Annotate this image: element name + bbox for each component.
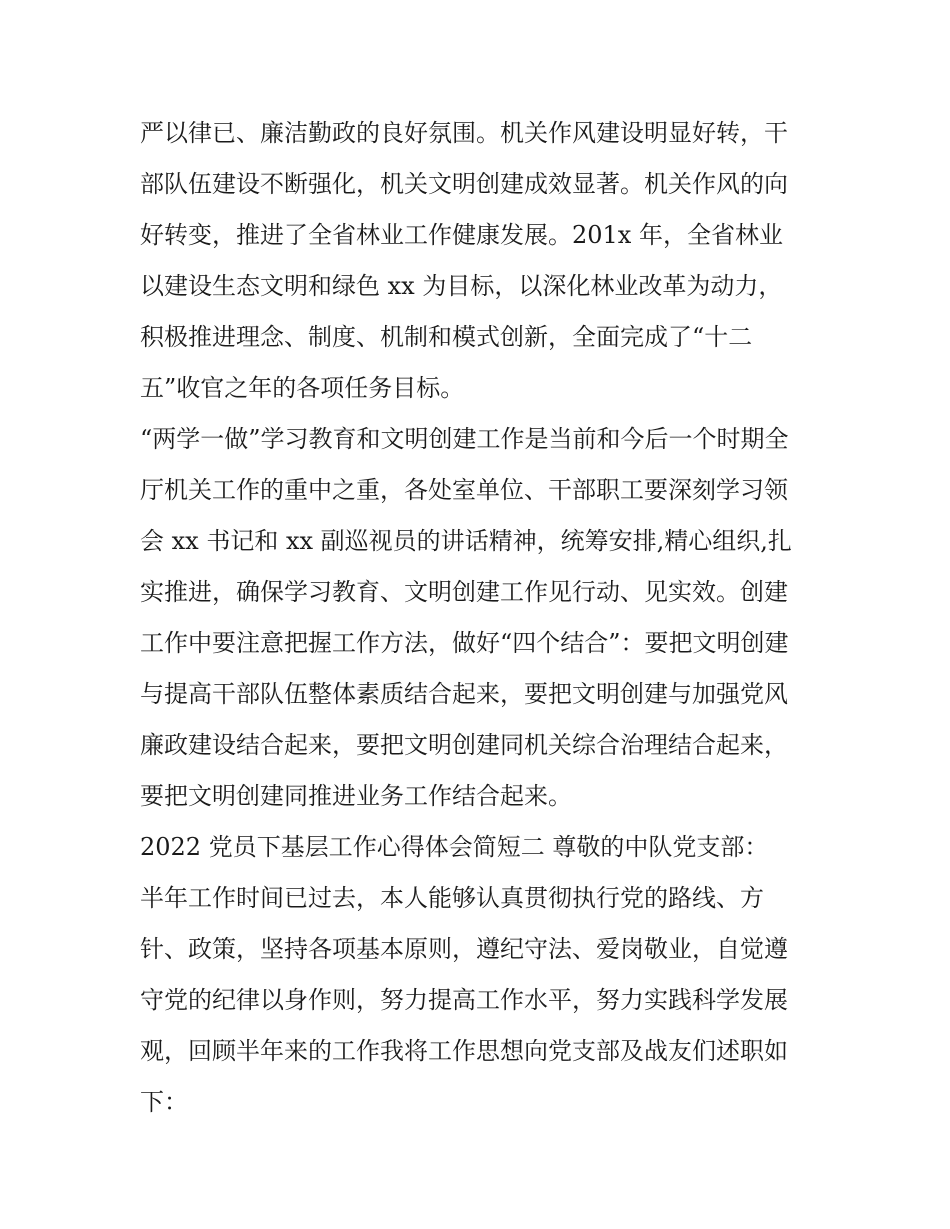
text-line: 针、政策，坚持各项基本原则，遵纪守法、爱岗敬业，自觉遵 (140, 935, 788, 963)
text-line: 严以律已、廉洁勤政的良好氛围。机关作风建设明显好转，干 (140, 119, 788, 147)
text-line: 厅机关工作的重中之重，各处室单位、干部职工要深刻学习领 (140, 476, 788, 504)
text-line: 五”收官之年的各项任务目标。 (140, 374, 465, 402)
text-line: 与提高干部队伍整体素质结合起来，要把文明创建与加强党风 (140, 680, 788, 708)
text-line: 好转变，推进了全省林业工作健康发展。201x 年，全省林业 (140, 221, 783, 249)
text-line: 守党的纪律以身作则，努力提高工作水平，努力实践科学发展 (140, 986, 788, 1014)
text-line: 部队伍建设不断强化，机关文明创建成效显著。机关作风的向 (140, 170, 788, 198)
text-line: 以建设生态文明和绿色 xx 为目标，以深化林业改革为动力， (140, 272, 783, 300)
text-line: 半年工作时间已过去，本人能够认真贯彻执行党的路线、方 (140, 884, 764, 912)
text-line: “两学一做”学习教育和文明创建工作是当前和今后一个时期全 (140, 425, 789, 453)
text-line: 下： (140, 1088, 188, 1116)
text-line: 工作中要注意把握工作方法，做好“四个结合”：要把文明创建 (140, 629, 789, 657)
text-line: 廉政建设结合起来，要把文明创建同机关综合治理结合起来， (140, 731, 788, 759)
text-line: 要把文明创建同推进业务工作结合起来。 (140, 782, 572, 810)
text-line: 观，回顾半年来的工作我将工作思想向党支部及战友们述职如 (140, 1037, 788, 1065)
document-body (140, 108, 820, 1128)
text-line: 实推进，确保学习教育、文明创建工作见行动、见实效。创建 (140, 578, 788, 606)
text-line: 2022 党员下基层工作心得体会简短二 尊敬的中队党支部： (140, 833, 769, 861)
text-line: 会 xx 书记和 xx 副巡视员的讲话精神，统筹安排,精心组织,扎 (140, 527, 792, 555)
text-line: 积极推进理念、制度、机制和模式创新，全面完成了“十二 (140, 323, 753, 351)
